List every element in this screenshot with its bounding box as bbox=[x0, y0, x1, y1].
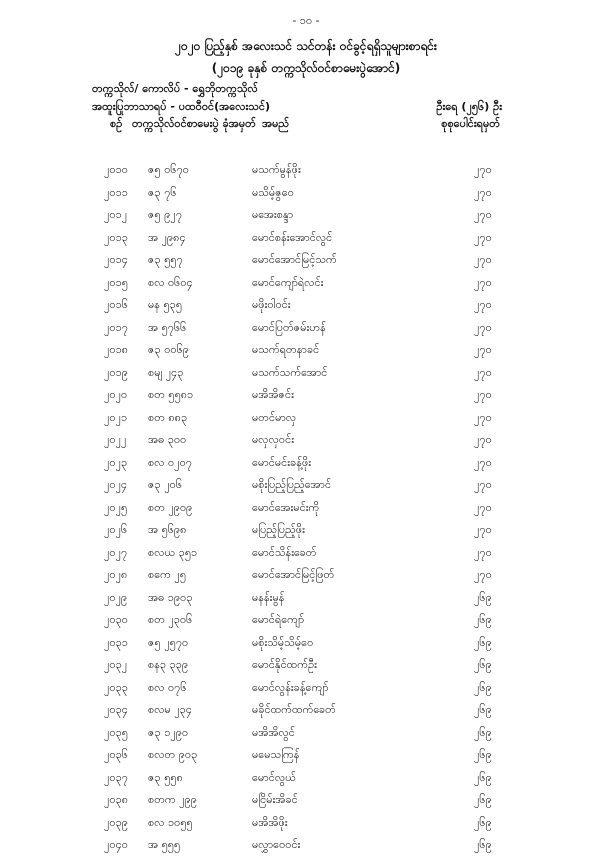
table-row bbox=[0, 655, 612, 678]
row-number: ၂၀၁၇ bbox=[104, 320, 128, 334]
marks: ၂၇၀ bbox=[474, 298, 492, 311]
table-row bbox=[0, 768, 612, 791]
student-name: မသက်ရတနာခင် bbox=[252, 343, 320, 356]
row-number: ၂၀၁၉ bbox=[104, 365, 128, 379]
row-number: ၂၀၁၅ bbox=[104, 275, 128, 289]
table-row bbox=[0, 408, 612, 431]
student-name: မအေးစန္ဒာ bbox=[252, 208, 294, 221]
table-row bbox=[0, 453, 612, 476]
results-table bbox=[0, 160, 612, 858]
row-number: ၂၀၃၁ bbox=[104, 635, 128, 649]
roll-number: စလ ၁၀၅၅ bbox=[148, 815, 193, 829]
student-name: မသိမ့်ဇွဝေ bbox=[252, 185, 294, 199]
roll-number: မန ၅၃၅ bbox=[148, 298, 183, 311]
row-number: ၂၀၁၆ bbox=[104, 298, 128, 311]
row-number: ၂၀၂၇ bbox=[104, 545, 128, 559]
marks: ၂၆၉ bbox=[474, 703, 492, 716]
student-name: မဖိုးဝါဝင်း bbox=[252, 298, 291, 311]
student-name: မောင်လွယ် bbox=[252, 770, 296, 784]
row-number: ၂၀၁၂ bbox=[104, 208, 128, 221]
row-number: ၂၀၂၃ bbox=[104, 455, 128, 469]
row-number: ၂၀၂၂ bbox=[104, 433, 127, 446]
row-number: ၂၀၂၁ bbox=[104, 410, 128, 424]
student-name: မောင်အောင်မြင့်ဖြတ် bbox=[252, 568, 335, 581]
marks: ၂၇၀ bbox=[474, 455, 492, 469]
student-name: မောင်စန်းအောင်လွင် bbox=[252, 230, 333, 244]
student-name: မောင်နိုင်ထက်ဦး bbox=[252, 658, 317, 671]
table-row bbox=[0, 385, 612, 408]
roll-number: စလ ၀၂၀၇ bbox=[148, 455, 192, 469]
marks: ၂၇၀ bbox=[474, 208, 492, 221]
page-number: - ၁၀ - bbox=[292, 14, 320, 27]
header-sr: စဉ် bbox=[110, 117, 123, 130]
table-row bbox=[0, 543, 612, 566]
table-row bbox=[0, 318, 612, 341]
roll-number: ဇ၅ ၂၅၇၀ bbox=[148, 635, 189, 649]
row-number: ၂၀၃၀ bbox=[104, 613, 128, 626]
student-name: မောင်သိန်းခေတ် bbox=[252, 545, 317, 559]
roll-number: စတ ၂၃၀၆ bbox=[148, 613, 193, 626]
document-title: ၂၀၂၀ ပြည့်နှစ် အလေးသင် သင်တန်း ဝင်ခွင့်ရရှိသူများစာရင်း bbox=[175, 39, 437, 53]
row-number: ၂၀၁၈ bbox=[104, 343, 129, 356]
roll-number: ဇ၃ ၂၀၆ bbox=[148, 478, 183, 491]
student-name: မအိအိဇင်း bbox=[252, 388, 294, 401]
student-name: မသက်သက်အောင် bbox=[252, 365, 328, 379]
student-name: မောင်အောင်မြင့်သက် bbox=[252, 253, 337, 266]
roll-number: ဇ၃ ၇၆ bbox=[148, 185, 177, 199]
roll-number: စလမ ၂၃၄ bbox=[148, 703, 193, 716]
row-number: ၂၀၃၃ bbox=[104, 680, 128, 694]
document-subtitle: (၂၀၁၉ ခုနှစ် တက္ကသိုလ်ဝင်စာမေးပွဲအောင်) bbox=[211, 61, 401, 75]
table-row bbox=[0, 745, 612, 768]
row-number: ၂၀၂၉ bbox=[104, 590, 128, 604]
marks: ၂၇၀ bbox=[474, 523, 492, 536]
marks: ၂၇၀ bbox=[474, 343, 492, 356]
student-name: မောင်အေးမင်းကို bbox=[252, 500, 320, 514]
row-number: ၂၀၃၆ bbox=[104, 748, 128, 761]
table-row bbox=[0, 340, 612, 363]
marks: ၂၇၀ bbox=[474, 388, 492, 401]
table-row bbox=[0, 475, 612, 498]
marks: ၂၆၉ bbox=[474, 748, 492, 761]
marks: ၂၇၀ bbox=[474, 500, 492, 514]
roll-number: ဇ၃ ၅၅၇ bbox=[148, 253, 183, 266]
table-row bbox=[0, 273, 612, 296]
marks: ၂၆၉ bbox=[474, 770, 492, 784]
roll-number: အ ၅၇၆၆ bbox=[148, 320, 187, 334]
table-row bbox=[0, 430, 612, 453]
marks: ၂၆၉ bbox=[474, 793, 492, 806]
table-row bbox=[0, 610, 612, 633]
row-number: ၂၀၁၄ bbox=[104, 253, 128, 266]
marks: ၂၆၉ bbox=[474, 590, 492, 604]
table-row bbox=[0, 700, 612, 723]
row-number: ၂၀၁၀ bbox=[104, 163, 128, 176]
table-row bbox=[0, 790, 612, 813]
student-name: မပြည့်ပြည့်ဖိုး bbox=[252, 523, 305, 536]
marks: ၂၇၀ bbox=[474, 320, 492, 334]
marks: ၂၇၀ bbox=[474, 410, 492, 424]
marks: ၂၆၉ bbox=[474, 635, 492, 649]
roll-number: အဓ ၁၉၀၃ bbox=[148, 590, 193, 604]
marks: ၂၇၀ bbox=[474, 365, 492, 379]
roll-number: စလယ ၃၅၁ bbox=[148, 545, 198, 559]
student-name: မတင်မာလှ bbox=[252, 410, 297, 424]
student-name: မငြိမ်းအိခင် bbox=[252, 793, 298, 806]
table-row bbox=[0, 250, 612, 273]
student-name: မမေသကြန် bbox=[252, 748, 300, 761]
table-row bbox=[0, 835, 612, 858]
marks: ၂၆၉ bbox=[474, 658, 492, 671]
header-marks: စုစုပေါင်းရမှတ် bbox=[441, 117, 500, 130]
marks: ၂၇၀ bbox=[474, 568, 492, 581]
row-number: ၂၀၃၄ bbox=[104, 703, 128, 716]
student-name: မလှလှဝင်း bbox=[252, 433, 294, 446]
row-number: ၂၀၃၂ bbox=[104, 658, 128, 671]
marks: ၂၇၀ bbox=[474, 253, 492, 266]
table-row bbox=[0, 633, 612, 656]
student-name: မောင်လွန်းခန့်ကျော် bbox=[252, 680, 329, 694]
student-name: မောင်ပြတ်ဇမ်းဟန် bbox=[252, 320, 326, 334]
student-name: မလွှာဝေဝင်း bbox=[252, 838, 301, 851]
marks: ၂၇၀ bbox=[474, 433, 492, 446]
student-name: မောင်ကျော်ရဲလင်း bbox=[252, 275, 324, 289]
table-row bbox=[0, 363, 612, 386]
roll-number: အ ၂၉၈၄ bbox=[148, 230, 186, 244]
roll-number: စလတ ၉၀၃ bbox=[148, 748, 198, 761]
marks: ၂၇၀ bbox=[474, 275, 492, 289]
table-row bbox=[0, 678, 612, 701]
table-row bbox=[0, 813, 612, 836]
marks: ၂၆၉ bbox=[474, 680, 492, 694]
row-number: ၂၀၁၁ bbox=[104, 185, 128, 199]
school-line: တက္ကသိုလ်/ ကောလိပ် - ရွှေဘိုတက္ကသိုလ် bbox=[92, 82, 258, 95]
row-number: ၂၀၂၈ bbox=[104, 568, 128, 581]
student-name: မသက်မွန်ဖိုး bbox=[252, 163, 301, 176]
row-number: ၂၀၄၀ bbox=[104, 838, 128, 851]
marks: ၂၇၀ bbox=[474, 185, 492, 199]
student-name: မစိုးပြည့်ပြည့်အောင် bbox=[252, 478, 332, 491]
marks: ၂၆၉ bbox=[474, 725, 492, 739]
roll-number: ဇ၅ ၉၂၇ bbox=[148, 208, 183, 221]
roll-number: စမျ ၂၄၃ bbox=[148, 365, 184, 379]
row-number: ၂၀၂၄ bbox=[104, 478, 128, 491]
row-number: ၂၀၃၈ bbox=[104, 793, 129, 806]
roll-number: စလ ၀၇၆ bbox=[148, 680, 187, 694]
student-name: မောင်မင်းခန့်ဖိုး bbox=[252, 455, 312, 469]
table-row bbox=[0, 498, 612, 521]
table-row bbox=[0, 228, 612, 251]
table-row bbox=[0, 520, 612, 543]
row-number: ၂၀၂၀ bbox=[104, 388, 128, 401]
student-name: မအိအိဖိုး bbox=[252, 815, 288, 829]
table-row bbox=[0, 205, 612, 228]
subject-line: အထူးပြုဘာသာရပ် - ပထဝီဝင်(အလေးသင်) bbox=[92, 100, 271, 113]
student-name: မောင်ရဲကျော် bbox=[252, 613, 305, 626]
marks: ၂၇၀ bbox=[474, 545, 492, 559]
header-roll: တက္ကသိုလ်ဝင်စာမေးပွဲ ခုံအမှတ် bbox=[132, 117, 256, 130]
marks: ၂၇၀ bbox=[474, 163, 492, 176]
roll-number: အ ၅၆၉၈ bbox=[148, 523, 187, 536]
table-row bbox=[0, 160, 612, 183]
row-number: ၂၀၁၃ bbox=[104, 230, 128, 244]
roll-number: စတ ၂၉၀၉ bbox=[148, 500, 193, 514]
roll-number: အဓ ၃၀၀ bbox=[148, 433, 187, 446]
student-name: မခိုင်ထက်ထက်ခေတ် bbox=[252, 703, 336, 716]
table-row bbox=[0, 565, 612, 588]
total-count: ဦးရေ (၂၅၆) ဦး bbox=[436, 100, 502, 113]
table-row bbox=[0, 588, 612, 611]
roll-number: အ ၅၅၅ bbox=[148, 838, 181, 851]
table-row bbox=[0, 723, 612, 746]
row-number: ၂၀၃၉ bbox=[104, 815, 128, 829]
row-number: ၂၀၂၆ bbox=[104, 523, 128, 536]
row-number: ၂၀၃၅ bbox=[104, 725, 128, 739]
roll-number: ဇ၃ ၁၂၉၀ bbox=[148, 725, 189, 739]
student-name: မစိုးသိမ့်သိမ့်ဝေ bbox=[252, 635, 314, 649]
student-name: မနန်းမွန် bbox=[252, 590, 285, 604]
marks: ၂၇၀ bbox=[474, 230, 492, 244]
row-number: ၂၀၃၇ bbox=[104, 770, 128, 784]
marks: ၂၇၀ bbox=[474, 478, 492, 491]
table-row bbox=[0, 183, 612, 206]
marks: ၂၆၉ bbox=[474, 815, 492, 829]
roll-number: စကေ ၂၅ bbox=[148, 568, 187, 581]
roll-number: ဇ၃ ၅၅၈ bbox=[148, 770, 183, 784]
row-number: ၂၀၂၅ bbox=[104, 500, 128, 514]
roll-number: စတ ၅၅၈၁ bbox=[148, 388, 194, 401]
roll-number: စတက ၂၉၉ bbox=[148, 793, 197, 806]
roll-number: စန၃ ၃၃၉ bbox=[148, 658, 189, 671]
roll-number: ဇ၅ ၀၆၇၀ bbox=[148, 163, 189, 176]
roll-number: ဇ၃ ၀၀၆၉ bbox=[148, 343, 189, 356]
roll-number: စတ ၈၈၃ bbox=[148, 410, 188, 424]
marks: ၂၆၉ bbox=[474, 613, 492, 626]
header-name: အမည် bbox=[262, 117, 290, 130]
roll-number: စလ ၀၆၀၄ bbox=[148, 275, 193, 289]
student-name: မအိအိလွင် bbox=[252, 725, 295, 739]
table-row bbox=[0, 295, 612, 318]
marks: ၂၆၉ bbox=[474, 838, 492, 851]
